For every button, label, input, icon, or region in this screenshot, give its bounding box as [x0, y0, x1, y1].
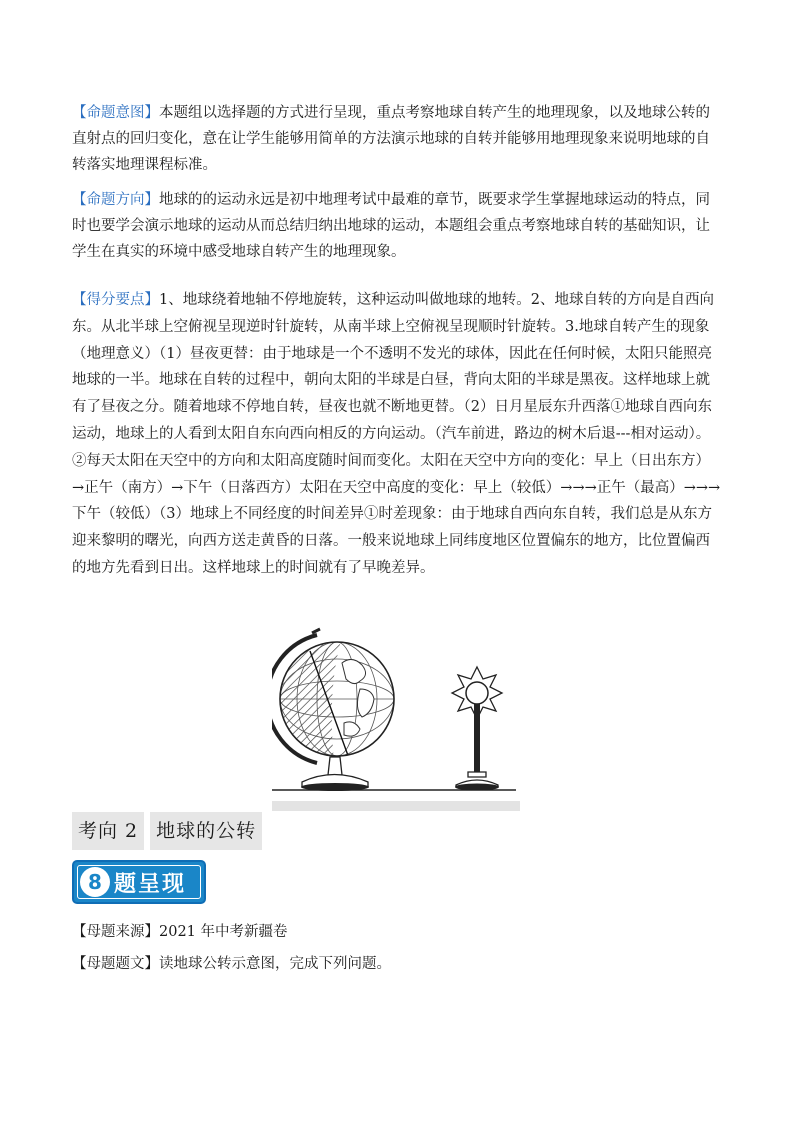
banner-text: 题呈现: [114, 871, 187, 897]
points-tag: 【得分要点】: [72, 292, 159, 308]
intent-tag: 【命题意图】: [72, 105, 159, 121]
section-label: 考向 2: [72, 812, 144, 850]
source-line: [72, 920, 288, 944]
points-paragraph: [72, 287, 722, 582]
points-text: 1、地球绕着地轴不停地旋转，这种运动叫做地球的地转。2、地球自转的方向是自西向东。从北半球上空俯视呈现逆时针旋转，从南半球上空俯视呈现顺时针旋转。3.地球自转产生的现象（地理意义）（1）昼夜更替：由于地球是一个不透明不发光的球体，因此在任何时候，太阳只能照亮地球的一半。地球在自转的过程中，朝向太阳的半球是白昼，背向太阳的半球是黑夜。这样地球上就有了昼夜之分。随着地球不停地自转，昼夜也就不断地更替。（2）日月星辰东升西落①地球自西向东运动，地球上的人看到太阳自东向西向相反的方向运动。（汽车前进，路边的树木后退---相对运动）。②每天太阳在天空中的方向和太阳高度随时间而变化。太阳在天空中方向的变化：早上（日出东方）→正午（南方）→下午（日落西方）太阳在天空中高度的变化：早上（较低）→→→正午（最高）→→→下午（较低）（3）地球上不同经度的时间差异①时差现象：由于地球自西向东自转，我们总是从东方迎来黎明的曙光，向西方送走黄昏的日落。一般来说地球上同纬度地区位置偏东的地方，比位置偏西的地方先看到日出。这样地球上的时间就有了早晚差异。: [72, 292, 721, 576]
source-tag: 【母题来源】: [72, 924, 159, 940]
question-banner: [72, 860, 206, 904]
source-text: 2021 年中考新疆卷: [159, 924, 288, 940]
section-title: 地球的公转: [150, 812, 262, 850]
question-tag: 【母题题文】: [72, 956, 159, 972]
direction-paragraph: [72, 187, 722, 265]
question-text: 读地球公转示意图，完成下列问题。: [159, 956, 391, 972]
direction-tag: 【命题方向】: [72, 192, 159, 208]
section-heading: [72, 812, 262, 850]
question-line: [72, 952, 391, 976]
intent-text: 本题组以选择题的方式进行呈现，重点考察地球自转产生的地理现象，以及地球公转的直射点的回归变化，意在让学生能够用简单的方法演示地球的自转并能够用地理现象来说明地球的自转落实地理课程标准。: [72, 105, 710, 173]
direction-text: 地球的的运动永远是初中地理考试中最难的章节，既要求学生掌握地球运动的特点，同时也要学会演示地球的运动从而总结归纳出地球的运动，本题组会重点考察地球自转的基础知识，让学生在真实的环境中感受地球自转产生的地理现象。: [72, 192, 710, 260]
globe-and-sun-illustration: [272, 627, 520, 811]
banner-number-icon: 8: [80, 867, 110, 897]
intent-paragraph: [72, 100, 722, 178]
